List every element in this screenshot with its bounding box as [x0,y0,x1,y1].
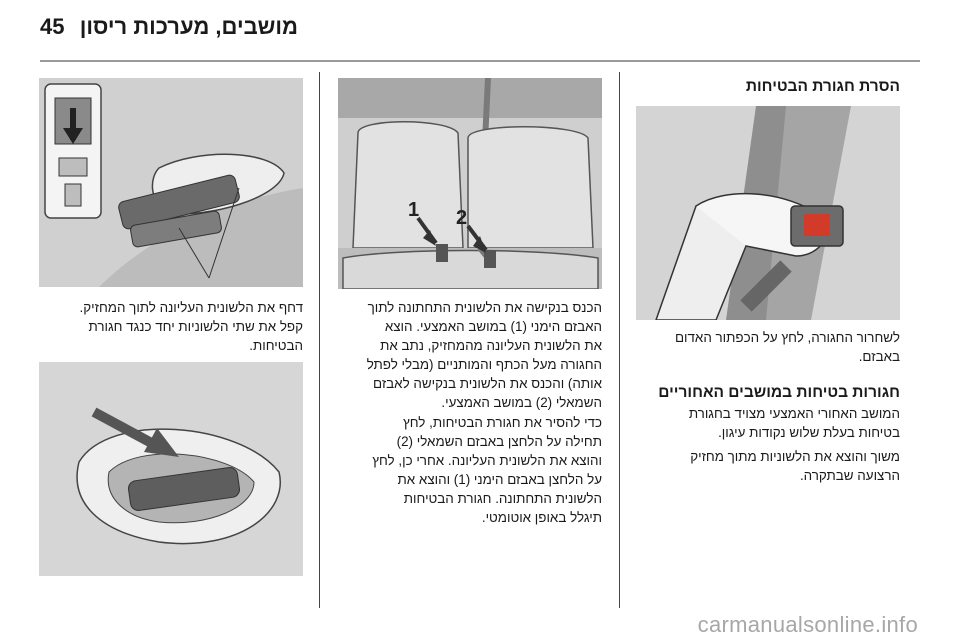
illustration-holder-closeup [39,362,303,576]
stow-tongues-instructions: דחף את הלשונית העליונה לתוך המחזיק. קפל את שתי הלשוניות יחד כנגד חגורת הבטיחות. [79,300,303,353]
rear-seats-drawing [338,78,602,289]
watermark: carmanualsonline.info [697,612,918,637]
section-heading: הסרת חגורת הבטיחות [745,78,900,95]
holder-closeup-drawing [39,362,303,576]
roof-holder-drawing [39,78,303,287]
illustration-rear-seats [338,78,602,289]
header-divider [40,60,920,62]
illustration-hand-releasing-buckle [636,106,900,320]
illustration-roof-holder [39,78,303,287]
callout-1: 1 [408,199,420,221]
fasten-center-belt-instructions: הכנס בנקישה את הלשונית התחתונה לתוך האבזם הימני (1) במושב האמצעי. הוצא את הלשונית העליונה מהמחזיק, נתב את החגורה מעל הכתף והמותניים (מבלי לפתל אותה) והכנס את הלשונית בנקישה לאבזם השמאלי (2) במושב האמצעי. [366,300,602,410]
release-instructions: לשחרור החגורה, לחץ על הכפתור האדום באבזם. [674,330,900,364]
column-divider [319,72,320,608]
callout-2: 2 [456,207,468,229]
section-subheading: חגורות בטיחות במושבים האחוריים [658,384,900,401]
hand-buckle-drawing [636,106,900,320]
rear-belt-description: המושב האחורי האמצעי מצויד בחגורת בטיחות בעלת שלוש נקודות עיגון. [688,406,900,440]
column-divider [619,72,620,608]
page-title: מושבים, מערכות ריסון [79,14,298,39]
pull-tongues-instruction: משוך והוצא את הלשוניות מתוך מחזיק הרצועה שבתקרה. [690,449,900,483]
remove-center-belt-instructions: כדי להסיר את חגורת הבטיחות, לחץ תחילה על הלחצן באבזם השמאלי (2) והוצא את הלשונית העליונה. אחרי כן, לחץ על הלחצן באבזם הימני (1) והוצא את הלשונית התחתונה. חגורת הבטיחות תיגלל באופן אוטומטי. [372,415,602,525]
page-number: 45 [40,14,65,39]
